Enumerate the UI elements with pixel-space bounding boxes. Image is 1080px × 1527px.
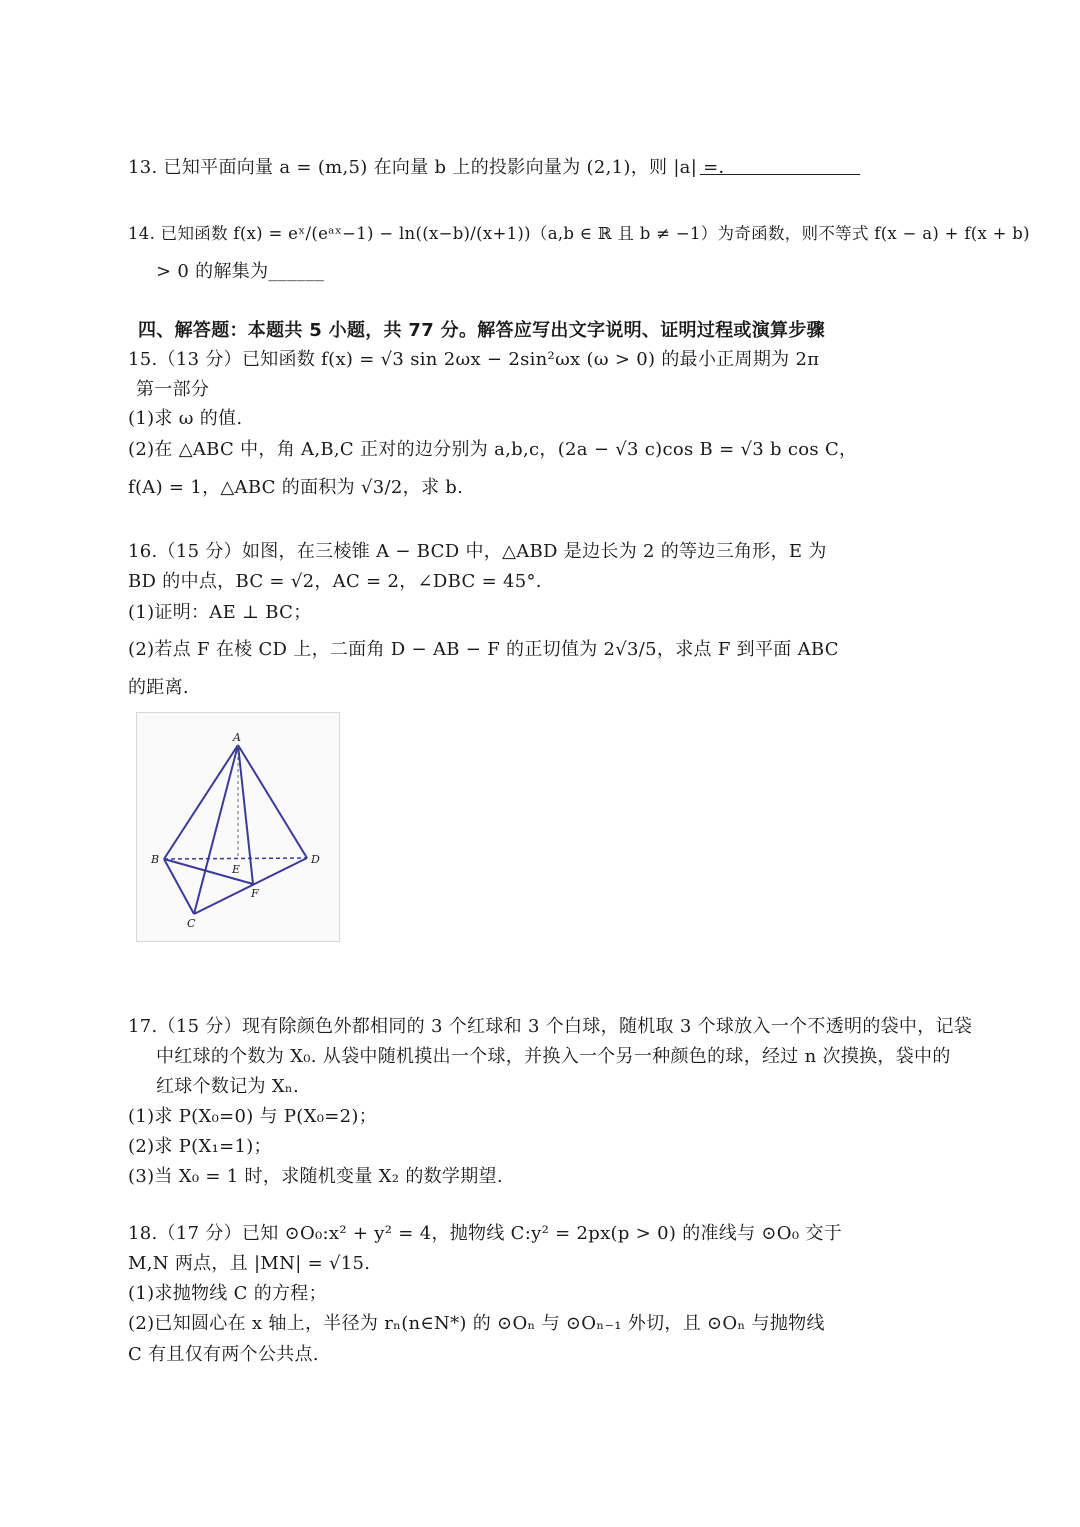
label-b: B bbox=[151, 853, 160, 866]
edge-ab bbox=[164, 745, 238, 859]
tetrahedron-diagram bbox=[137, 713, 339, 941]
tetrahedron-edges bbox=[164, 745, 307, 914]
q17-line-3: 红球个数记为 Xₙ. bbox=[156, 1076, 300, 1097]
q14-line-1: 14. 已知函数 f(x) = eˣ/(eᵃˣ−1) − ln((x−b)/(x+1))（a,b ∈ ℝ 且 b ≠ −1）为奇函数，则不等式 f(x − a) + f(x + b) bbox=[128, 224, 1030, 243]
q17-line-5: (2)求 P(X₁=1)； bbox=[128, 1136, 272, 1157]
edge-bc bbox=[164, 859, 194, 914]
edge-ac bbox=[194, 745, 241, 914]
section-heading: 四、解答题：本题共 5 小题，共 77 分。解答应写出文字说明、证明过程或演算步骤 bbox=[138, 320, 825, 341]
q17-line-6: (3)当 X₀ = 1 时，求随机变量 X₂ 的数学期望. bbox=[128, 1166, 503, 1187]
q17-line-2: 中红球的个数为 X₀. 从袋中随机摸出一个球，并换入一个另一种颜色的球，经过 n 次摸换，袋中的 bbox=[156, 1046, 951, 1067]
q17-line-1: 17.（15 分）现有除颜色外都相同的 3 个红球和 3 个白球，随机取 3 个球放入一个不透明的袋中，记袋 bbox=[128, 1016, 973, 1037]
label-e: E bbox=[232, 863, 241, 876]
q15-line-4: (2)在 △ABC 中，角 A,B,C 正对的边分别为 a,b,c，(2a − √3 c)cos B = √3 b cos C， bbox=[128, 439, 858, 460]
label-c: C bbox=[187, 917, 196, 930]
q18-line-1: 18.（17 分）已知 ⊙O₀:x² + y² = 4，抛物线 C:y² = 2px(p > 0) 的准线与 ⊙O₀ 交于 bbox=[128, 1223, 843, 1244]
q18-line-4: (2)已知圆心在 x 轴上，半径为 rₙ(n∈N*) 的 ⊙Oₙ 与 ⊙Oₙ₋₁ 外切，且 ⊙Oₙ 与抛物线 bbox=[128, 1313, 825, 1334]
q13-answer-blank bbox=[700, 174, 860, 175]
tetrahedron-figure bbox=[136, 712, 340, 942]
q16-line-1: 16.（15 分）如图，在三棱锥 A − BCD 中，△ABD 是边长为 2 的等边三角形，E 为 bbox=[128, 541, 827, 562]
q15-line-1: 15.（13 分）已知函数 f(x) = √3 sin 2ωx − 2sin²ωx (ω > 0) 的最小正周期为 2π bbox=[128, 349, 820, 370]
q16-line-3: (1)证明：AE ⊥ BC； bbox=[128, 602, 312, 623]
q16-line-4: (2)若点 F 在棱 CD 上，二面角 D − AB − F 的正切值为 2√3/5，求点 F 到平面 ABC bbox=[128, 639, 839, 660]
label-a: A bbox=[233, 731, 241, 744]
label-d: D bbox=[311, 853, 320, 866]
q17-line-4: (1)求 P(X₀=0) 与 P(X₀=2)； bbox=[128, 1106, 378, 1127]
q15-line-5: f(A) = 1，△ABC 的面积为 √3/2，求 b. bbox=[128, 477, 464, 498]
q13-line-1: 13. 已知平面向量 a = (m,5) 在向量 b 上的投影向量为 (2,1)，则 |a| =． bbox=[128, 157, 737, 178]
q14-line-2: > 0 的解集为______ bbox=[156, 261, 325, 282]
q18-line-5: C 有且仅有两个公共点. bbox=[128, 1344, 319, 1365]
q18-line-2: M,N 两点，且 |MN| = √15. bbox=[128, 1253, 371, 1274]
edge-bd-hidden bbox=[164, 858, 307, 859]
q16-line-5: 的距离. bbox=[128, 677, 189, 698]
q16-line-2: BD 的中点，BC = √2，AC = 2，∠DBC = 45°. bbox=[128, 571, 542, 592]
q15-line-2: 第一部分 bbox=[136, 379, 210, 400]
q18-line-3: (1)求抛物线 C 的方程； bbox=[128, 1283, 327, 1304]
q15-line-3: (1)求 ω 的值. bbox=[128, 408, 243, 429]
label-f: F bbox=[251, 887, 259, 900]
